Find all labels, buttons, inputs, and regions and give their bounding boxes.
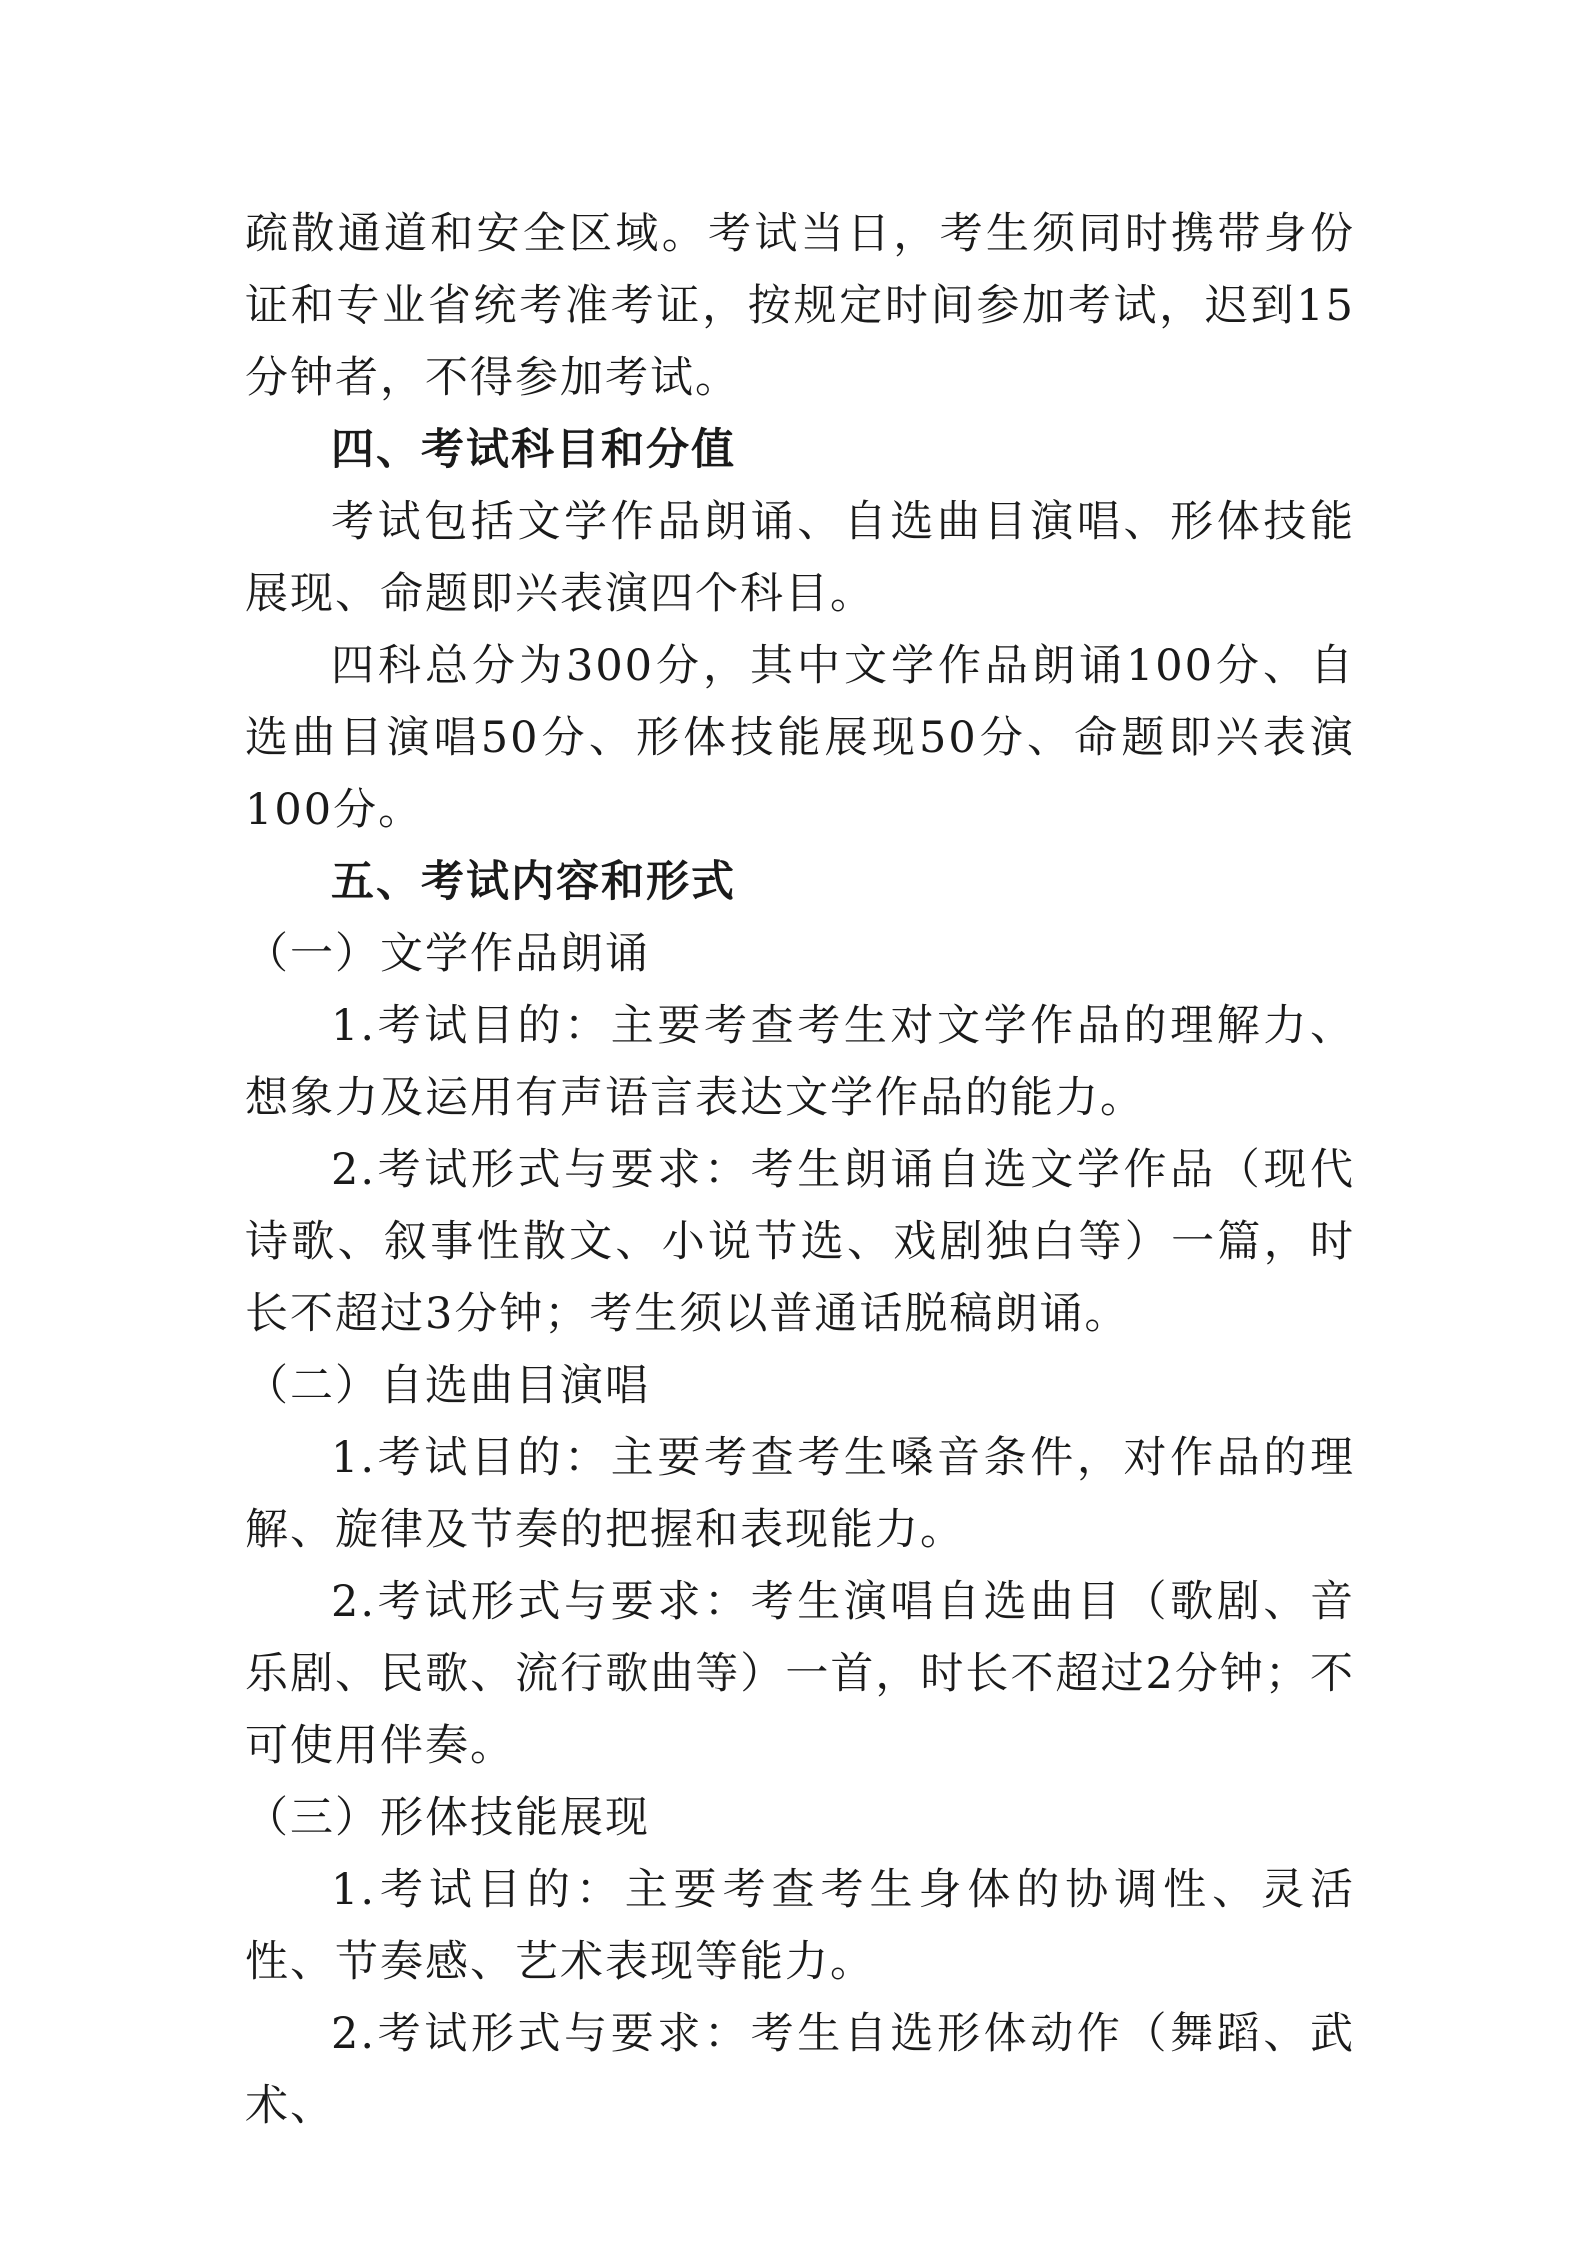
paragraph-singing-purpose: 1.考试目的：主要考查考生嗓音条件，对作品的理解、旋律及节奏的把握和表现能力。 xyxy=(245,1433,1355,1555)
paragraph-singing-format: 2.考试形式与要求：考生演唱自选曲目（歌剧、音乐剧、民歌、流行歌曲等）一首，时长不超过2分钟；不可使用伴奏。 xyxy=(245,1577,1355,1771)
paragraph-physical-format: 2.考试形式与要求：考生自选形体动作（舞蹈、武术、 xyxy=(245,2009,1355,2131)
subsection-heading-singing: （二）自选曲目演唱 xyxy=(245,1361,650,1411)
paragraph-exam-rules: 疏散通道和安全区域。考试当日，考生须同时携带身份证和专业省统考准考证，按规定时间参加考试，迟到15分钟者，不得参加考试。 xyxy=(245,209,1355,403)
section-heading-subjects: 四、考试科目和分值 xyxy=(331,425,736,475)
paragraph-recitation-purpose: 1.考试目的：主要考查考生对文学作品的理解力、想象力及运用有声语言表达文学作品的能力。 xyxy=(245,1001,1355,1123)
subsection-heading-physical: （三）形体技能展现 xyxy=(245,1793,650,1843)
paragraph-recitation-format: 2.考试形式与要求：考生朗诵自选文学作品（现代诗歌、叙事性散文、小说节选、戏剧独白等）一篇，时长不超过3分钟；考生须以普通话脱稿朗诵。 xyxy=(245,1145,1355,1339)
paragraph-subjects: 考试包括文学作品朗诵、自选曲目演唱、形体技能展现、命题即兴表演四个科目。 xyxy=(245,497,1355,619)
document-body xyxy=(245,198,1355,2142)
paragraph-physical-purpose: 1.考试目的：主要考查考生身体的协调性、灵活性、节奏感、艺术表现等能力。 xyxy=(245,1865,1355,1987)
section-heading-content: 五、考试内容和形式 xyxy=(331,857,736,907)
paragraph-scores: 四科总分为300分，其中文学作品朗诵100分、自选曲目演唱50分、形体技能展现50分、命题即兴表演100分。 xyxy=(245,641,1355,835)
subsection-heading-recitation: （一）文学作品朗诵 xyxy=(245,929,650,979)
